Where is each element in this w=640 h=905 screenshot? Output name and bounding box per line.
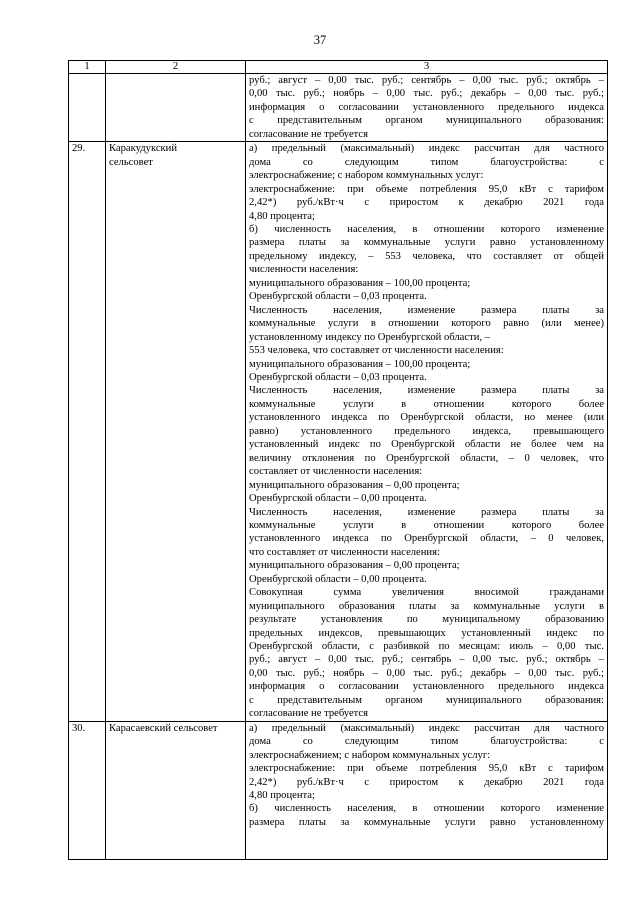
text-line: муниципального образования – 0,00 процента; bbox=[249, 479, 460, 491]
text-line: численности населения: bbox=[249, 264, 359, 276]
text-line: результате установления по муниципальному образованию bbox=[249, 614, 604, 626]
text-line: Оренбургской области, с разбивкой по месяцам: июль – 0,00 тыс. bbox=[249, 641, 604, 653]
text-line: размера платы за коммунальные услуги равно установленному bbox=[249, 237, 604, 249]
text-line: 553 человека, что составляет от численности населения: bbox=[249, 345, 504, 357]
row-number-cell: 29. bbox=[69, 142, 106, 721]
text-line: муниципального образования – 0,00 процента; bbox=[249, 560, 460, 572]
description-cell bbox=[246, 142, 608, 721]
text-line: муниципального образования – 100,00 процента; bbox=[249, 277, 471, 289]
text-line: что составляет от численности населения: bbox=[249, 546, 440, 558]
text-line: установленному индексу по Оренбургской области, – bbox=[249, 331, 490, 343]
table-row bbox=[69, 721, 608, 859]
text-line: информация о согласовании установленного предельного индекса bbox=[249, 101, 604, 113]
text-line: размера платы за коммунальные услуги равно установленному bbox=[249, 816, 604, 828]
text-line: равно) установленного предельного индекса, превышающего bbox=[249, 425, 604, 437]
header-col-1: 1 bbox=[69, 61, 106, 74]
municipality-cell bbox=[106, 74, 246, 142]
text-line: согласование не требуется bbox=[249, 128, 369, 140]
row-number-cell bbox=[69, 74, 106, 142]
text-line: б) численность населения, в отношении которого изменение bbox=[249, 803, 604, 815]
text-line: информация о согласовании установленного предельного индекса bbox=[249, 681, 604, 693]
text-line: Численность населения, изменение размера платы за bbox=[249, 506, 604, 518]
description-cell bbox=[246, 721, 608, 859]
text-line: дома со следующим типом благоустройства: с bbox=[249, 736, 604, 748]
municipality-cell bbox=[106, 721, 246, 859]
text-line: муниципального образования платы за коммунальные услуги в bbox=[249, 600, 604, 612]
text-line: электроснабжение: при объеме потребления 95,0 кВт с тарифом bbox=[249, 183, 604, 195]
table-header-row bbox=[69, 61, 608, 74]
text-line: Совокупная сумма увеличения вносимой гражданами bbox=[249, 587, 604, 599]
text-line: руб.; август – 0,00 тыс. руб.; сентябрь – 0,00 тыс. руб.; октябрь – bbox=[249, 75, 604, 86]
text-line: 0,00 тыс. руб.; ноябрь – 0,00 тыс. руб.; декабрь – 0,00 тыс. руб.; bbox=[249, 88, 604, 100]
text-line: электроснабжением; с набором коммунальных услуг: bbox=[249, 749, 491, 761]
text-line: электроснабжение: при объеме потребления 95,0 кВт с тарифом bbox=[249, 763, 604, 775]
text-line: 0,00 тыс. руб.; ноябрь – 0,00 тыс. руб.; декабрь – 0,00 тыс. руб.; bbox=[249, 667, 604, 679]
text-line: установленного индекса по Оренбургской области, но менее (или bbox=[249, 412, 604, 424]
text-line: 4,80 процента; bbox=[249, 790, 315, 802]
text-line: Численность населения, изменение размера платы за bbox=[249, 304, 604, 316]
text-line: установленного индекса по Оренбургской области, – 0 человек, bbox=[249, 533, 604, 545]
text-line: согласование не требуется bbox=[249, 708, 369, 720]
text-line: с представительным органом муниципального образования: bbox=[249, 694, 604, 706]
table-row-continuation bbox=[69, 74, 608, 142]
text-line: муниципального образования – 100,00 процента; bbox=[249, 358, 471, 370]
municipality-name-line: Каракудукский bbox=[109, 143, 178, 155]
municipality-cell bbox=[106, 142, 246, 721]
text-line: Оренбургской области – 0,03 процента. bbox=[249, 291, 427, 303]
description-cell bbox=[246, 74, 608, 142]
page-number: 37 bbox=[313, 33, 327, 47]
text-line: Оренбургской области – 0,00 процента. bbox=[249, 573, 427, 585]
municipality-name-line: Карасаевский сельсовет bbox=[109, 722, 218, 734]
row-number-cell: 30. bbox=[69, 721, 106, 859]
text-line: руб.; август – 0,00 тыс. руб.; сентябрь – 0,00 тыс. руб.; октябрь – bbox=[249, 654, 604, 666]
text-line: предельных индексов, превышающих установленный индекс по bbox=[249, 627, 604, 639]
text-line: установленный индекс по Оренбургской области не более чем на bbox=[249, 439, 604, 451]
text-line: дома со следующим типом благоустройства: с bbox=[249, 156, 604, 168]
text-line: Численность населения, изменение размера платы за bbox=[249, 385, 604, 397]
text-line: 2,42*) руб./кВт·ч с приростом к декабрю 2021 года bbox=[249, 197, 604, 209]
text-line: электроснабжение; с набором коммунальных услуг: bbox=[249, 170, 484, 182]
text-line: 2,42*) руб./кВт·ч с приростом к декабрю 2021 года bbox=[249, 776, 604, 788]
text-line: а) предельный (максимальный) индекс рассчитан для частного bbox=[249, 143, 604, 155]
municipality-name-line: сельсовет bbox=[109, 156, 153, 168]
text-line: а) предельный (максимальный) индекс рассчитан для частного bbox=[249, 722, 604, 734]
tariff-index-table bbox=[68, 60, 608, 860]
text-line: с представительным органом муниципального образования: bbox=[249, 115, 604, 127]
header-col-2: 2 bbox=[106, 61, 246, 74]
text-line: Оренбургской области – 0,00 процента. bbox=[249, 493, 427, 505]
text-line: Оренбургской области – 0,03 процента. bbox=[249, 371, 427, 383]
text-line: 4,80 процента; bbox=[249, 210, 315, 222]
text-line: коммунальные услуги в отношении которого более bbox=[249, 519, 604, 531]
table-row bbox=[69, 142, 608, 721]
text-line: б) численность населения, в отношении которого изменение bbox=[249, 223, 604, 235]
header-col-3: 3 bbox=[246, 61, 608, 74]
text-line: коммунальные услуги в отношении которого более bbox=[249, 398, 604, 410]
text-line: предельному индексу, – 553 человека, что составляет от общей bbox=[249, 250, 604, 262]
text-line: составляет от численности населения: bbox=[249, 466, 423, 478]
text-line: коммунальные услуги в отношении которого равно (или менее) bbox=[249, 318, 604, 330]
text-line: величину отклонения по Оренбургской области, – 0 человек, что bbox=[249, 452, 604, 464]
